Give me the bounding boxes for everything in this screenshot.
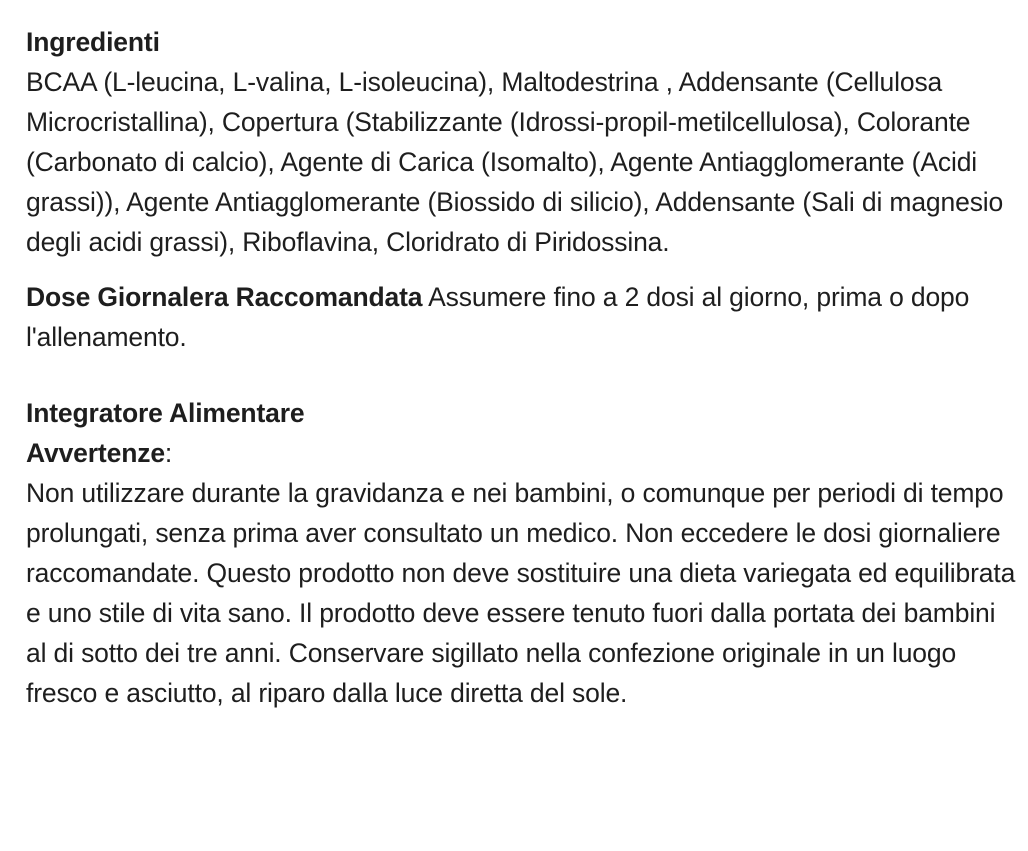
spacer: [26, 357, 1022, 393]
spacer: [26, 262, 1022, 277]
dose-section: [26, 277, 1022, 357]
ingredients-heading: Ingredienti: [26, 27, 160, 57]
warnings-section: [26, 433, 1022, 713]
dose-heading: Dose Giornalera Raccomandata: [26, 282, 423, 312]
supplement-section: [26, 393, 1022, 433]
ingredients-section: [26, 22, 1022, 262]
supplement-heading: Integratore Alimentare: [26, 398, 305, 428]
product-info-text: [26, 22, 1022, 713]
warnings-heading-line: [26, 433, 1022, 473]
dose-text: Assumere fino a 2 dosi al giorno, prima o dopo l'allenamento.: [26, 282, 970, 352]
warnings-text: Non utilizzare durante la gravidanza e nei bambini, o comunque per periodi di tempo prolungati, senza prima aver consultato un medico. Non eccedere le dosi giornaliere raccomandate. Questo prodotto non deve sostituire una dieta variegata ed equilibrata e uno stile di vita sano. Il prodotto deve essere tenuto fuori dalla portata dei bambini al di sotto dei tre anni. Conservare sigillato nella confezione originale in un luogo fresco e asciutto, al riparo dalla luce diretta del sole.: [26, 478, 1016, 708]
ingredients-text: BCAA (L-leucina, L-valina, L-isoleucina), Maltodestrina , Addensante (Cellulosa Microcristallina), Copertura (Stabilizzante (Idrossi-propil-metilcellulosa), Colorante (Carbonato di calcio), Agente di Carica (Isomalto), Agente Antiagglomerante (Acidi grassi)), Agente Antiagglomerante (Biossido di silicio), Addensante (Sali di magnesio degli acidi grassi), Riboflavina, Cloridrato di Piridossina.: [26, 67, 1004, 257]
warnings-colon: :: [164, 438, 173, 468]
warnings-heading: Avvertenze: [26, 438, 165, 468]
